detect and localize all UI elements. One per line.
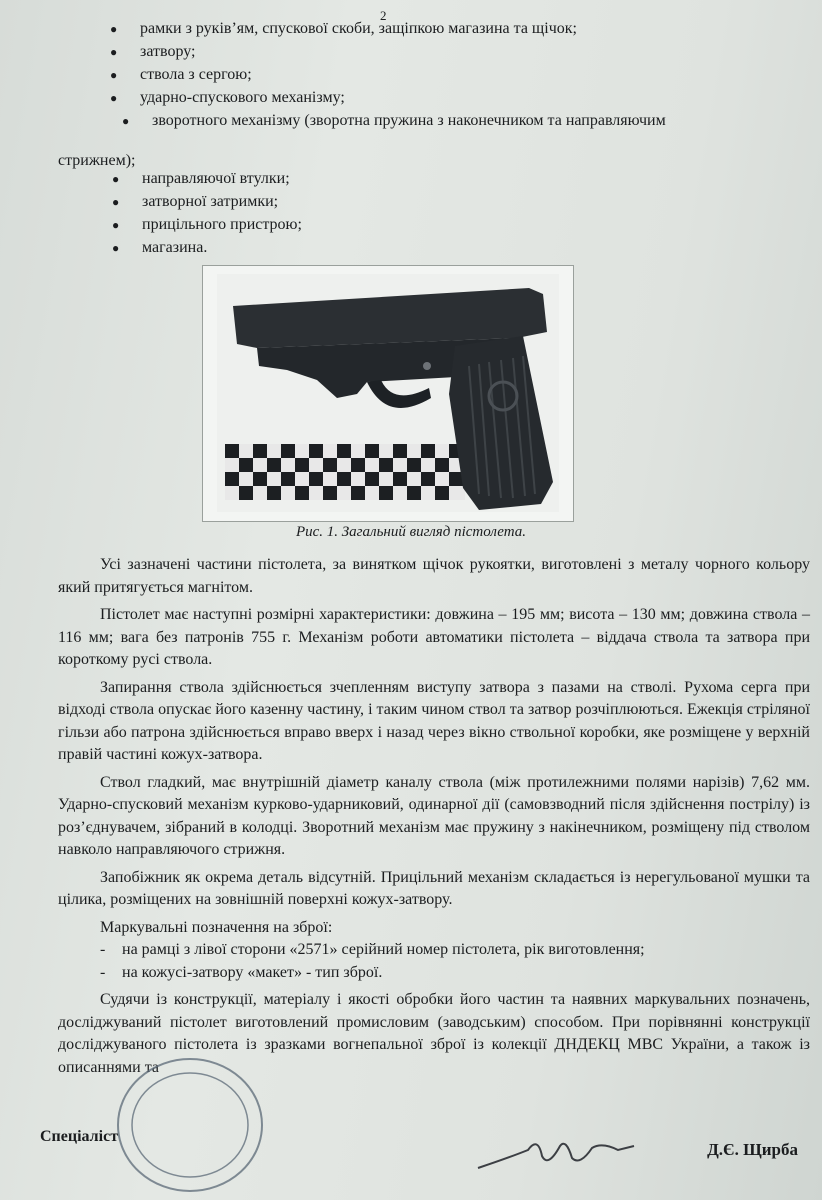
paragraph: Судячи із конструкції, матеріалу і якості обробки його частин та наявних маркувальних позначень, досліджуваний пістолет виготовлений промисловим (заводським) способом. При порівнянні конструкції досліджуваного пістолета із зразками вогнепальної зброї із колекції ДНДЕКЦ МВС України, а також із описаннями та [58, 991, 810, 1076]
list-item-text: затворної затримки; [142, 193, 279, 210]
paragraph: Запирання ствола здійснюється зчепленням виступу затвора з пазами на стволі. Рухома серга при відході ствола опускає його казенну частину, і таким чином ствол та затвор розчіплюються. Ежекція стріляної гільзи або патрона здійснюється вправо вверх і назад через вікно ствольної коробки, яке розміщене у верхній правій частині кожух-затвора. [58, 678, 810, 763]
bullet-icon: ● [112, 172, 120, 186]
bullet-icon: ● [110, 91, 118, 105]
list-item [110, 89, 790, 112]
bullet-icon: ● [110, 45, 118, 59]
pistol-icon [217, 274, 559, 512]
bullet-icon: ● [122, 114, 130, 128]
parts-list-top [110, 20, 790, 135]
figure-caption: Рис. 1. Загальний вигляд пістолета. [295, 524, 527, 540]
list-item [112, 239, 302, 262]
list-item [112, 170, 302, 193]
paragraph: Ствол гладкий, має внутрішній діаметр каналу ствола (між протилежними полями нарізів) 7,62 мм. Ударно-спусковий механізм курково-ударниковий, одинарної дії (самовзводний після здійснення пострілу) із роз’єднувачем, зібраний в колодці. Зворотний механізм має пружину з накінечником, розміщену під стволом навколо направляючого стрижня. [58, 773, 810, 858]
scale-ruler-icon [225, 444, 465, 500]
dash-icon: - [100, 941, 106, 958]
list-item [58, 939, 810, 962]
bullet-icon: ● [110, 22, 118, 36]
body-text [58, 554, 810, 1079]
list-item [58, 962, 810, 985]
list-item [110, 43, 790, 66]
bullet-icon: ● [110, 68, 118, 82]
list-item-text: прицільного пристрою; [142, 216, 302, 233]
list-item [112, 216, 302, 239]
list-item-text: направляючої втулки; [142, 170, 290, 187]
list-item-text: ударно-спускового механізму; [140, 89, 345, 106]
list-item [110, 66, 790, 89]
list-item-text: затвору; [140, 43, 196, 60]
list-item [122, 112, 790, 135]
pistol-photo [217, 274, 559, 512]
stamp-icon [110, 1050, 270, 1200]
list-item-text: на рамці з лівої сторони «2571» серійний номер пістолета, рік виготовлення; [122, 941, 645, 958]
paragraph: Маркувальні позначення на зброї: [100, 918, 333, 936]
list-item [110, 20, 790, 43]
footer-role: Спеціаліст [40, 1128, 119, 1145]
footer-name: Д.Є. Щирба [707, 1140, 798, 1159]
bullet-icon: ● [112, 218, 120, 232]
paragraph: Усі зазначені частини пістолета, за винятком щічок рукоятки, виготовлені з металу чорного кольору який притягується магнітом. [58, 556, 810, 596]
list-item-text: на кожусі-затвору «макет» - тип зброї. [122, 963, 383, 981]
list-item-continuation: стрижнем); [58, 152, 136, 169]
signature-icon [468, 1128, 638, 1178]
figure-frame [202, 265, 574, 522]
paragraph: Пістолет має наступні розмірні характеристики: довжина – 195 мм; висота – 130 мм; довжина ствола – 116 мм; вага без патронів 755 г. Механізм роботи автоматики пістолета – віддача ствола та затвора при короткому русі ствола. [58, 606, 810, 668]
list-item-text: ствола з сергою; [140, 66, 252, 83]
list-item [112, 193, 302, 216]
paragraph: Запобіжник як окрема деталь відсутній. Прицільний механізм складається із нерегульованої мушки та цілика, розміщених на зовнішній поверхні кожух-затвору. [58, 868, 810, 908]
list-item-text: рамки з руків’ям, спускової скоби, защіпкою магазина та щічок; [140, 20, 577, 37]
dash-icon: - [100, 963, 106, 981]
page-number: 2 [380, 8, 387, 23]
list-item-text: зворотного механізму (зворотна пружина з наконечником та направляючим [152, 112, 666, 129]
bullet-icon: ● [112, 195, 120, 209]
list-item-text: магазина. [142, 239, 208, 256]
bullet-icon: ● [112, 241, 120, 255]
parts-list-bottom [112, 170, 302, 262]
